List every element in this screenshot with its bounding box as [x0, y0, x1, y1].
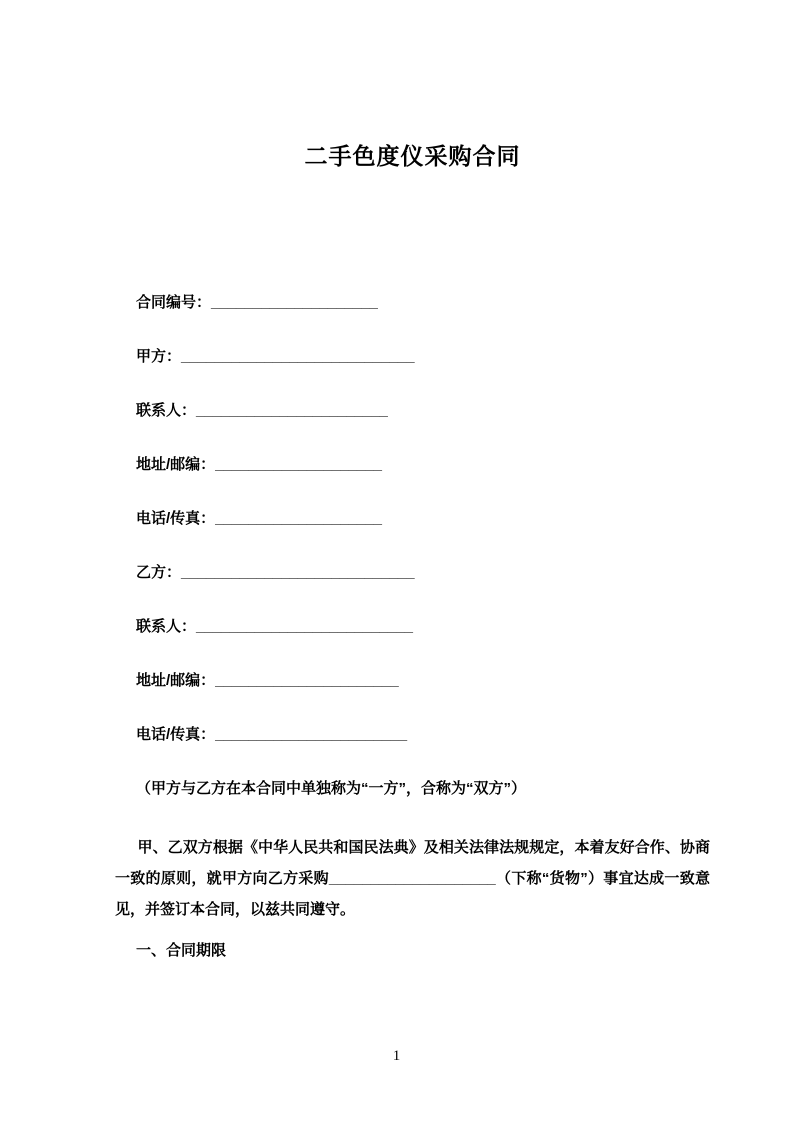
field-blank-line: __________________________: [196, 617, 413, 635]
field-row-party-a-phone: [136, 509, 710, 563]
field-row-party-b-address: [136, 671, 710, 725]
preamble-paragraph: 甲、乙双方根据《中华人民共和国民法典》及相关法律法规规定，本着友好合作、协商一致的原则，就甲方向乙方采购____________________（下称“货物”）事宜达成一致意见，并签订本合同，以兹共同遵守。: [115, 838, 710, 918]
field-blank-line: _______________________: [196, 401, 388, 419]
field-label: 地址/邮编：: [136, 455, 216, 473]
field-blank-line: ____________________________: [181, 563, 415, 581]
field-label: 乙方：: [136, 563, 182, 581]
document-title: 二手色度仪采购合同: [304, 143, 521, 169]
parties-definition-note: （甲方与乙方在本合同中单独称为“一方”，合称为“双方”）: [136, 779, 527, 797]
field-blank-line: ____________________________: [181, 347, 415, 365]
field-label: 合同编号：: [136, 293, 212, 311]
field-blank-line: ______________________: [215, 671, 399, 689]
field-row-contract-number: [136, 293, 710, 347]
field-blank-line: ____________________: [215, 455, 383, 473]
field-row-party-a: [136, 347, 710, 401]
field-label: 电话/传真：: [136, 509, 216, 527]
field-row-party-a-address: [136, 455, 710, 509]
field-blank-line: ____________________: [215, 509, 383, 527]
field-label: 电话/传真：: [136, 725, 216, 743]
field-row-party-a-contact: [136, 401, 710, 455]
page-number: 1: [392, 1048, 401, 1064]
field-label: 联系人：: [136, 401, 197, 419]
field-label: 地址/邮编：: [136, 671, 216, 689]
field-blank-line: _______________________: [215, 725, 408, 743]
field-label: 甲方：: [136, 347, 182, 365]
field-label: 联系人：: [136, 617, 197, 635]
section-heading-term: 一、合同期限: [136, 941, 227, 959]
field-row-party-b: [136, 563, 710, 617]
contract-header-fields: [115, 293, 710, 779]
field-row-party-b-phone: [136, 725, 710, 779]
field-blank-line: ____________________: [211, 293, 378, 311]
field-row-party-b-contact: [136, 617, 710, 671]
